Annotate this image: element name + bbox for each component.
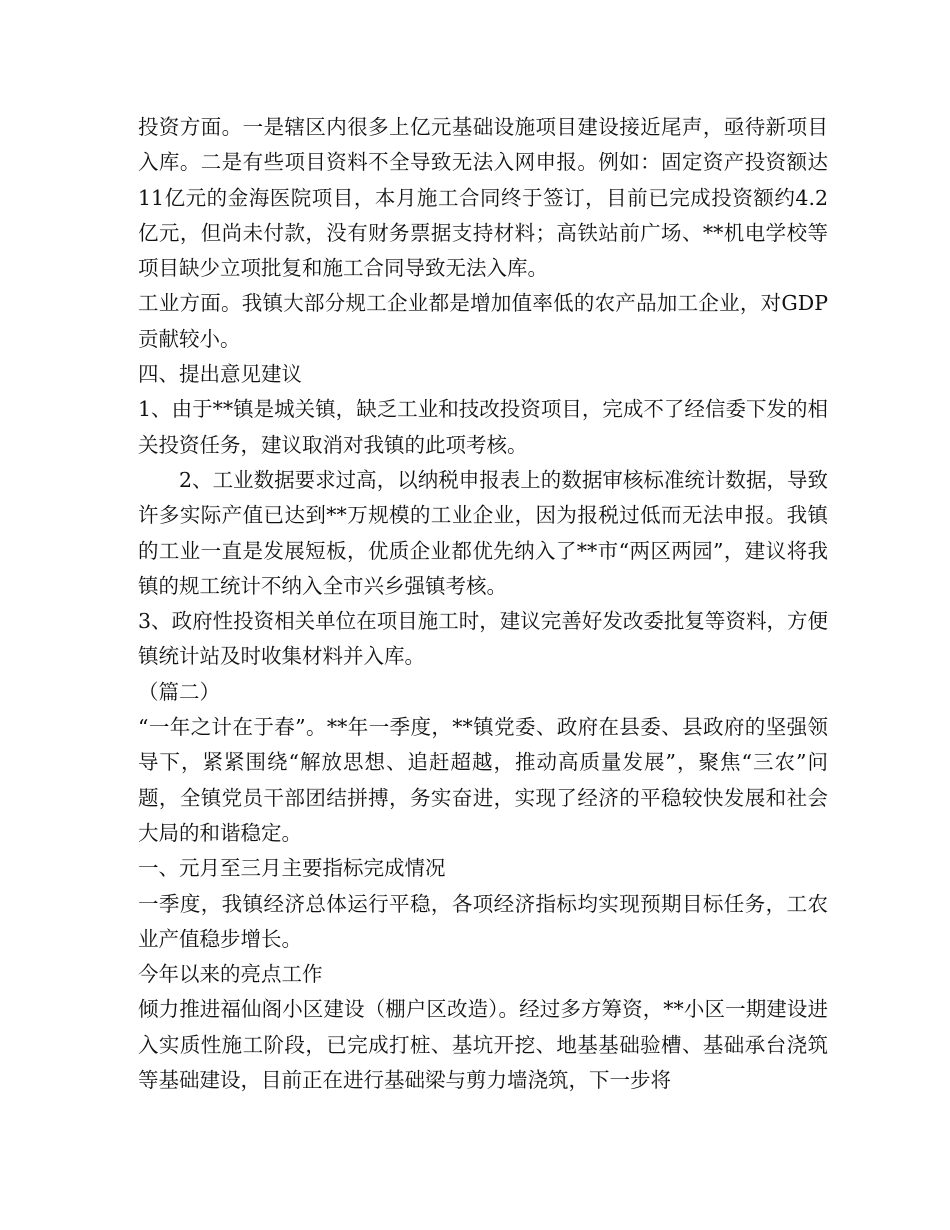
paragraph-first-quarter: 一季度，我镇经济总体运行平稳，各项经济指标均实现预期目标任务，工农业产值稳步增长。 (138, 891, 828, 951)
section-heading-indicators: 一、元月至三月主要指标完成情况 (138, 856, 446, 881)
document-body (138, 110, 828, 1098)
paragraph-investment: 投资方面。一是辖区内很多上亿元基础设施项目建设接近尾声，亟待新项目入库。二是有些项目资料不全导致无法入网申报。例如：固定资产投资额达11亿元的金海医院项目，本月施工合同终于签订，目前已完成投资额约4.2亿元，但尚未付款，没有财务票据支持材料；高铁站前广场、**机电学校等项目缺少立项批复和施工合同导致无法入库。 (138, 115, 828, 281)
part-two-heading: （篇二） (138, 679, 220, 704)
suggestion-2: 2、工业数据要求过高，以纳税申报表上的数据审核标准统计数据，导致许多实际产值已达到**万规模的工业企业，因为报税过低而无法申报。我镇的工业一直是发展短板，优质企业都优先纳入了**市“两区两园”，建议将我镇的规工统计不纳入全市兴乡强镇考核。 (138, 467, 828, 598)
section-heading-highlights: 今年以来的亮点工作 (138, 962, 323, 987)
paragraph-intro: “一年之计在于春”。**年一季度，**镇党委、政府在县委、县政府的坚强领导下，紧紧围绕“解放思想、追赶超越，推动高质量发展”，聚焦“三农”问题，全镇党员干部团结拼搏，务实奋进，实现了经济的平稳较快发展和社会大局的和谐稳定。 (138, 715, 828, 845)
suggestion-3: 3、政府性投资相关单位在项目施工时，建议完善好发改委批复等资料，方便镇统计站及时收集材料并入库。 (138, 609, 828, 669)
section-heading-suggestions: 四、提出意见建议 (138, 362, 302, 387)
paragraph-industry: 工业方面。我镇大部分规工企业都是增加值率低的农产品加工企业，对GDP贡献较小。 (138, 291, 828, 351)
paragraph-fuxiange: 倾力推进福仙阁小区建设（棚户区改造）。经过多方筹资，**小区一期建设进入实质性施工阶段，已完成打桩、基坑开挖、地基基础验槽、基础承台浇筑等基础建设，目前正在进行基础梁与剪力墙浇筑，下一步将 (138, 997, 828, 1093)
suggestion-1: 1、由于**镇是城关镇，缺乏工业和技改投资项目，完成不了经信委下发的相关投资任务，建议取消对我镇的此项考核。 (138, 397, 828, 457)
